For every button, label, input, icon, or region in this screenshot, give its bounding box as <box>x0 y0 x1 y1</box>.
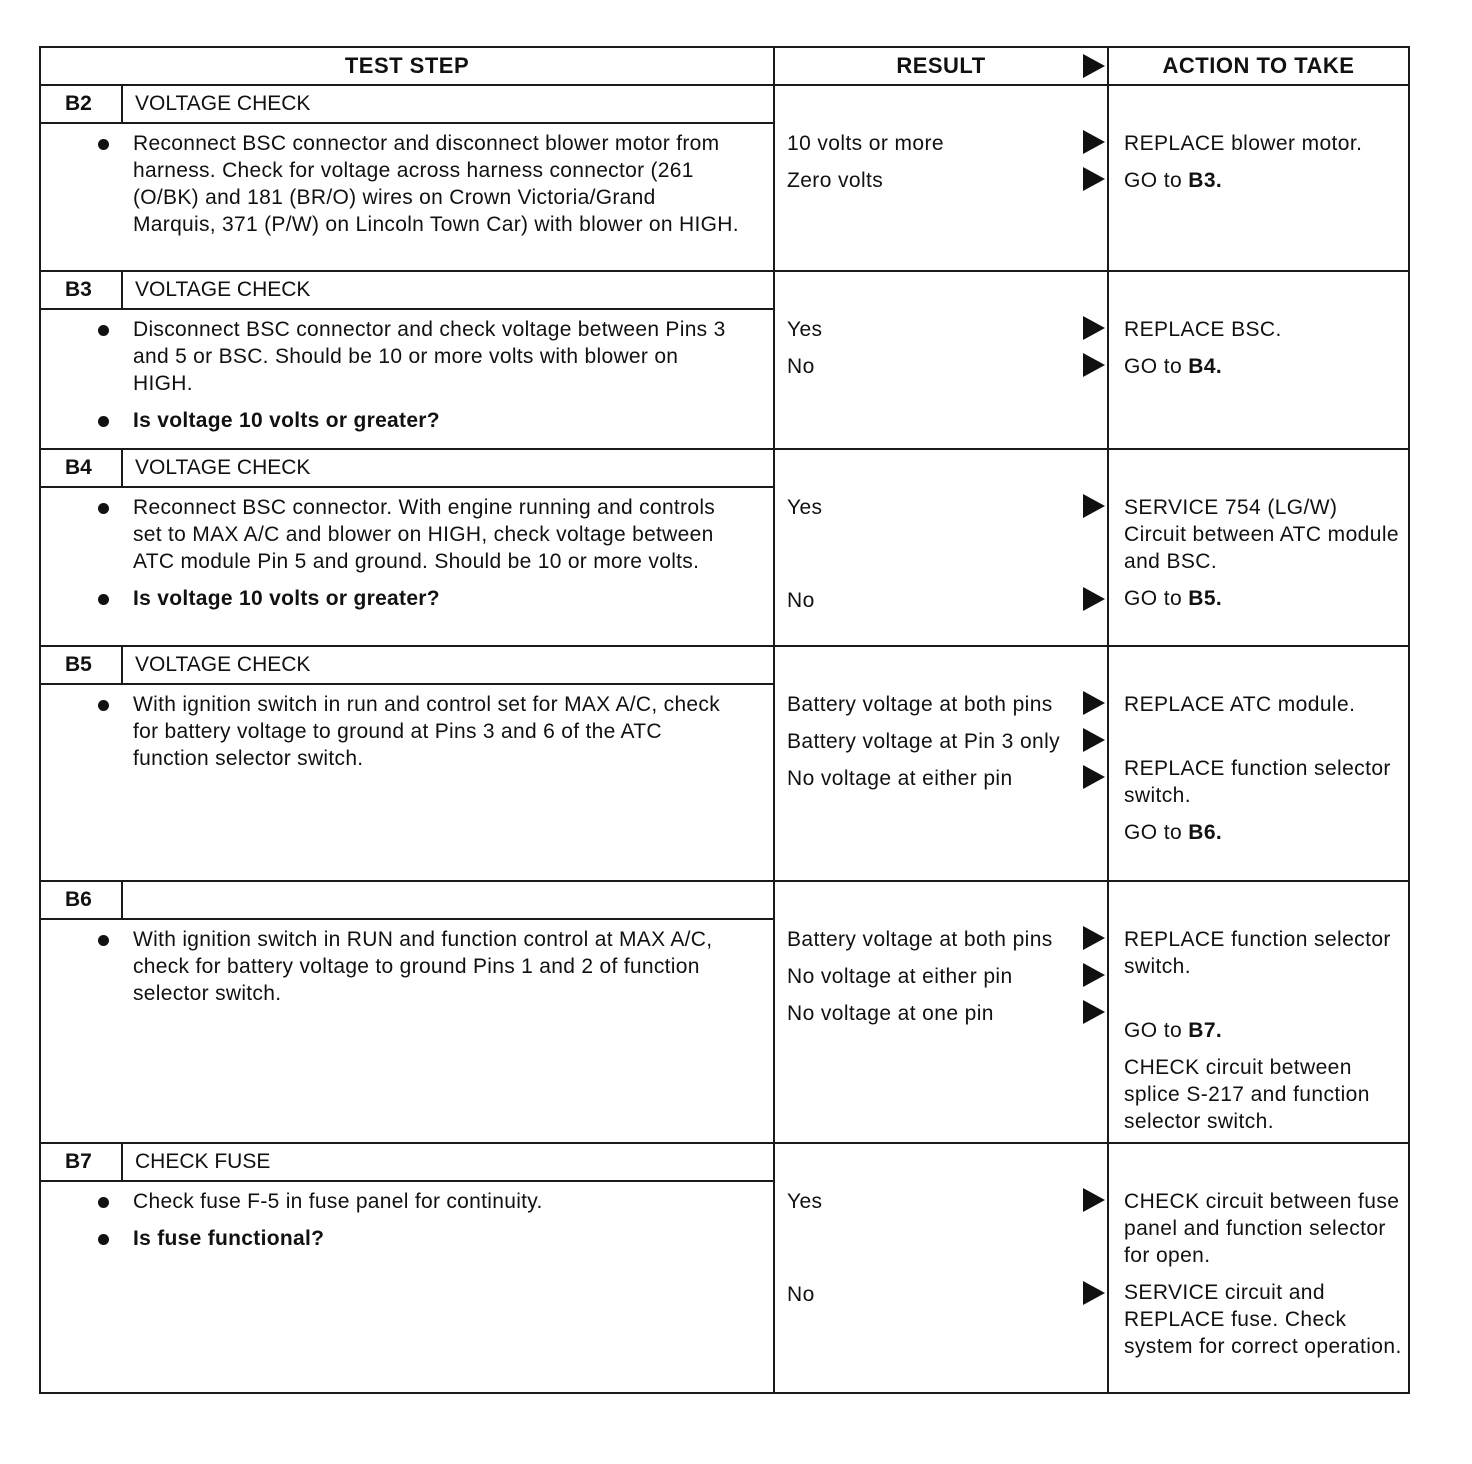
bullet-item: Disconnect BSC connector and check voltage between Pins 3 and 5 or BSC. Should be 10 or more volts with blower on HIGH. <box>133 316 743 397</box>
test-step-cell <box>40 1143 774 1393</box>
result-cell <box>774 881 1108 1143</box>
action-item <box>1109 353 1408 380</box>
header-action: ACTION TO TAKE <box>1108 47 1409 85</box>
step-header <box>41 450 773 488</box>
step-row <box>40 85 1409 271</box>
result-item <box>775 167 1107 194</box>
action-text: GO to <box>1124 169 1183 192</box>
test-step-cell <box>40 881 774 1143</box>
arrow-icon <box>1083 963 1105 987</box>
step-row <box>40 646 1409 881</box>
action-text: SERVICE 754 (LG/W) Circuit between ATC module and BSC. <box>1124 496 1399 573</box>
bullet-list <box>41 488 773 626</box>
bullet-item: Is voltage 10 volts or greater? <box>133 585 743 612</box>
arrow-icon <box>1083 587 1105 611</box>
test-step-cell <box>40 85 774 271</box>
bullet-item: Reconnect BSC connector. With engine running and controls set to MAX A/C and blower on HIGH, check voltage between ATC module Pin 5 and ground. Should be 10 or more volts. <box>133 494 743 575</box>
action-item <box>1109 1017 1408 1044</box>
result-item <box>775 1281 1107 1308</box>
result-text: Yes <box>787 496 823 519</box>
step-id: B2 <box>41 86 123 122</box>
arrow-icon <box>1083 1188 1105 1212</box>
diagnostic-table-page <box>39 46 1408 1394</box>
bullet-item: Reconnect BSC connector and disconnect blower motor from harness. Check for voltage across harness connector (261 (O/BK) and 181 (BR/O) wires on Crown Victoria/Grand Marquis, 371 (P/W) on Lincoln Town Car) with blower on HIGH. <box>133 130 743 238</box>
action-text: REPLACE ATC module. <box>1124 693 1356 716</box>
action-cell <box>1108 1143 1409 1393</box>
result-text: Yes <box>787 318 823 341</box>
result-item <box>775 353 1107 380</box>
result-item <box>775 691 1107 718</box>
step-title: VOLTAGE CHECK <box>135 653 311 676</box>
arrow-icon <box>1083 1281 1105 1305</box>
step-header <box>41 86 773 124</box>
arrow-icon <box>1083 926 1105 950</box>
step-title: VOLTAGE CHECK <box>135 456 311 479</box>
step-row <box>40 881 1409 1143</box>
action-item <box>1109 691 1408 718</box>
step-title <box>123 882 773 918</box>
result-text: Yes <box>787 1190 823 1213</box>
action-step-ref: B4. <box>1188 355 1223 378</box>
step-header <box>41 272 773 310</box>
arrow-icon <box>1083 167 1105 191</box>
action-cell <box>1108 271 1409 449</box>
test-step-cell <box>40 449 774 646</box>
action-text: GO to <box>1124 821 1183 844</box>
result-text: Battery voltage at Pin 3 only <box>787 730 1061 753</box>
step-header <box>41 1144 773 1182</box>
result-text: No <box>787 355 815 378</box>
step-id: B3 <box>41 272 123 308</box>
action-text: GO to <box>1124 587 1183 610</box>
bullet-list <box>41 920 773 1021</box>
step-title: CHECK FUSE <box>135 1150 271 1173</box>
action-step-ref: B3. <box>1188 169 1223 192</box>
result-item <box>775 587 1107 614</box>
header-result-label: RESULT <box>896 53 986 78</box>
header-test-step: TEST STEP <box>40 47 774 85</box>
action-text: REPLACE function selector switch. <box>1124 928 1391 978</box>
arrow-icon <box>1083 691 1105 715</box>
result-item <box>775 728 1107 755</box>
action-cell <box>1108 646 1409 881</box>
action-cell <box>1108 449 1409 646</box>
action-item <box>1109 1054 1408 1135</box>
bullet-list <box>41 310 773 448</box>
action-item <box>1109 819 1408 846</box>
result-item <box>775 963 1107 990</box>
step-row <box>40 1143 1409 1393</box>
result-text: No voltage at either pin <box>787 965 1013 988</box>
result-cell <box>774 1143 1108 1393</box>
arrow-icon <box>1083 765 1105 789</box>
result-cell <box>774 646 1108 881</box>
step-id: B4 <box>41 450 123 486</box>
header-row <box>40 47 1409 85</box>
bullet-list <box>41 685 773 786</box>
result-cell <box>774 85 1108 271</box>
action-item <box>1109 494 1408 575</box>
result-item <box>775 765 1107 792</box>
step-row <box>40 271 1409 449</box>
result-text: No voltage at one pin <box>787 1002 994 1025</box>
action-cell <box>1108 881 1409 1143</box>
action-cell <box>1108 85 1409 271</box>
step-title: VOLTAGE CHECK <box>135 278 311 301</box>
step-row <box>40 449 1409 646</box>
step-id: B7 <box>41 1144 123 1180</box>
arrow-icon <box>1083 54 1105 78</box>
test-step-cell <box>40 646 774 881</box>
action-text: CHECK circuit between fuse panel and function selector for open. <box>1124 1190 1400 1267</box>
step-title: VOLTAGE CHECK <box>135 92 311 115</box>
steps-body <box>40 85 1409 1393</box>
action-text: SERVICE circuit and REPLACE fuse. Check system for correct operation. <box>1124 1281 1402 1358</box>
action-item <box>1109 585 1408 612</box>
result-text: 10 volts or more <box>787 132 944 155</box>
result-text: No voltage at either pin <box>787 767 1013 790</box>
result-text: No <box>787 589 815 612</box>
result-item <box>775 130 1107 157</box>
action-step-ref: B6. <box>1188 821 1223 844</box>
diagnostic-table <box>39 46 1410 1394</box>
header-result <box>774 47 1108 85</box>
result-item <box>775 1000 1107 1027</box>
arrow-icon <box>1083 316 1105 340</box>
bullet-item: Is voltage 10 volts or greater? <box>133 407 743 434</box>
bullet-item: With ignition switch in run and control set for MAX A/C, check for battery voltage to ground at Pins 3 and 6 of the ATC function selector switch. <box>133 691 743 772</box>
arrow-icon <box>1083 130 1105 154</box>
bullet-item: Check fuse F-5 in fuse panel for continuity. <box>133 1188 743 1215</box>
step-id: B5 <box>41 647 123 683</box>
action-text: GO to <box>1124 1019 1183 1042</box>
result-text: Battery voltage at both pins <box>787 928 1053 951</box>
action-item <box>1109 316 1408 343</box>
action-item <box>1109 926 1408 980</box>
result-item <box>775 926 1107 953</box>
action-item <box>1109 755 1408 809</box>
arrow-icon <box>1083 353 1105 377</box>
bullet-item: With ignition switch in RUN and function control at MAX A/C, check for battery voltage to ground Pins 1 and 2 of function selector switch. <box>133 926 743 1007</box>
action-step-ref: B5. <box>1188 587 1223 610</box>
action-item <box>1109 1279 1408 1360</box>
action-item <box>1109 167 1408 194</box>
action-text: REPLACE BSC. <box>1124 318 1282 341</box>
action-text: CHECK circuit between splice S-217 and function selector switch. <box>1124 1056 1370 1133</box>
arrow-icon <box>1083 1000 1105 1024</box>
result-item <box>775 1188 1107 1215</box>
arrow-icon <box>1083 494 1105 518</box>
action-step-ref: B7. <box>1188 1019 1223 1042</box>
step-header <box>41 882 773 920</box>
action-text: REPLACE blower motor. <box>1124 132 1363 155</box>
action-text: REPLACE function selector switch. <box>1124 757 1391 807</box>
result-text: Battery voltage at both pins <box>787 693 1053 716</box>
result-text: No <box>787 1283 815 1306</box>
bullet-list <box>41 1182 773 1266</box>
action-item <box>1109 1188 1408 1269</box>
result-text: Zero volts <box>787 169 884 192</box>
step-header <box>41 647 773 685</box>
result-cell <box>774 271 1108 449</box>
result-item <box>775 316 1107 343</box>
result-cell <box>774 449 1108 646</box>
action-item <box>1109 130 1408 157</box>
step-id: B6 <box>41 882 123 918</box>
test-step-cell <box>40 271 774 449</box>
result-item <box>775 494 1107 521</box>
bullet-list <box>41 124 773 252</box>
action-text: GO to <box>1124 355 1183 378</box>
arrow-icon <box>1083 728 1105 752</box>
bullet-item: Is fuse functional? <box>133 1225 743 1252</box>
